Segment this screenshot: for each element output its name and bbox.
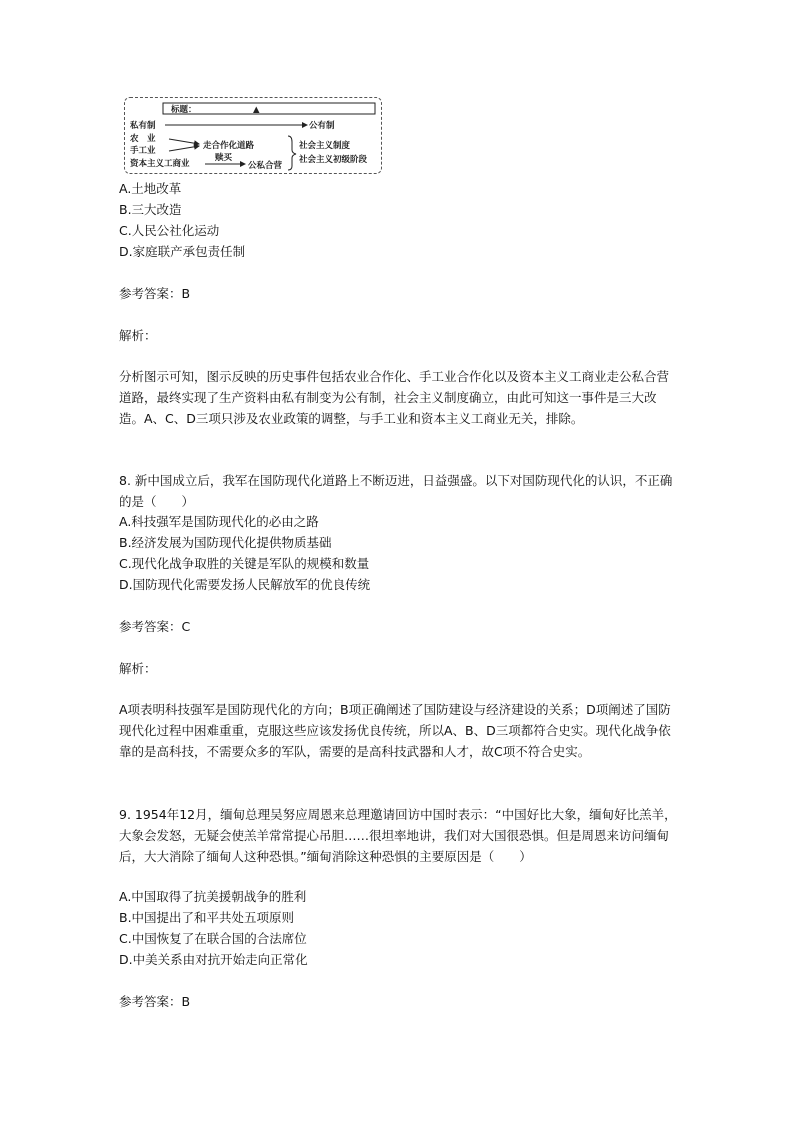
q7-option-c: C.人民公社化运动 [119, 223, 220, 238]
diagram-svg [125, 98, 383, 175]
q7-analysis: 分析图示可知，图示反映的历史事件包括农业合作化、手工业合作化以及资本主义工商业走公私合营道路，最终实现了生产资料由私有制变为公有制，社会主义制度确立，由此可知这一事件是三大改造。A、C、D三项只涉及农业政策的调整，与手工业和资本主义工商业无关，排除。 [119, 369, 670, 426]
diagram-private: 私有制 [130, 121, 156, 131]
diagram-redemption: 赎买 [215, 153, 233, 163]
q8-analysis: A项表明科技强军是国防现代化的方向；B项正确阐述了国防建设与经济建设的关系；D项阐述了国防现代化过程中困难重重，克服这些应该发扬优良传统，所以A、B、D三项都符合史实。现代化战争依靠的是高科技，不需要众多的军队，需要的是高科技武器和人才，故C项不符合史实。 [119, 702, 671, 759]
diagram-title-label: 标题： [171, 105, 197, 115]
diagram-public: 公有制 [309, 121, 335, 131]
q9-option-a: A.中国取得了抗美援朝战争的胜利 [119, 889, 307, 904]
q8-stem: 8. 新中国成立后，我军在国防现代化道路上不断迈进，日益强盛。以下对国防现代化的认识，不正确的是（ ） [119, 473, 673, 509]
q8-option-a: A.科技强军是国防现代化的必由之路 [119, 514, 319, 529]
diagram-socialist: 社会主义制度 [299, 141, 351, 151]
arrow-handicraft [169, 146, 199, 151]
q8-analysis-label: 解析： [119, 661, 157, 676]
diagram-agriculture: 农 业 [130, 134, 156, 144]
q9-stem: 9. 1954年12月，缅甸总理吴努应周恩来总理邀请回访中国时表示：“中国好比大象，缅甸好比羔羊，大象会发怒，无疑会使羔羊常常提心吊胆……很坦率地讲，我们对大国很恐惧。但是周恩来访问缅甸后，大大消除了缅甸人这种恐惧。”缅甸消除这种恐惧的主要原因是（ ） [119, 807, 677, 864]
diagram-capitalist: 资本主义工商业 [130, 159, 190, 169]
q9-option-c: C.中国恢复了在联合国的合法席位 [119, 931, 307, 946]
q8-option-d: D.国防现代化需要发扬人民解放军的优良传统 [119, 577, 371, 592]
q9-option-b: B.中国提出了和平共处五项原则 [119, 910, 295, 925]
diagram-brace [288, 136, 296, 170]
diagram-primary-stage: 社会主义初级阶段 [299, 155, 368, 165]
arrow-agriculture [169, 139, 199, 144]
q8-option-b: B.经济发展为国防现代化提供物质基础 [119, 535, 332, 550]
diagram-joint: 公私合营 [248, 161, 283, 171]
q9-option-d: D.中美关系由对抗开始走向正常化 [119, 952, 308, 967]
q7-option-a: A.土地改革 [119, 181, 182, 196]
q7-analysis-label: 解析： [119, 328, 157, 343]
q7-answer: 参考答案：B [119, 286, 191, 301]
q8-option-c: C.现代化战争取胜的关键是军队的规模和数量 [119, 556, 370, 571]
history-diagram [124, 97, 382, 174]
diagram-title-placeholder: ▲ [253, 105, 260, 115]
diagram-handicraft: 手工业 [130, 146, 156, 156]
diagram-cooperative: 走合作化道路 [203, 141, 255, 151]
q9-answer: 参考答案：B [119, 994, 191, 1009]
q7-option-b: B.三大改造 [119, 202, 182, 217]
q7-option-d: D.家庭联产承包责任制 [119, 244, 246, 259]
q8-answer: 参考答案：C [119, 619, 191, 634]
